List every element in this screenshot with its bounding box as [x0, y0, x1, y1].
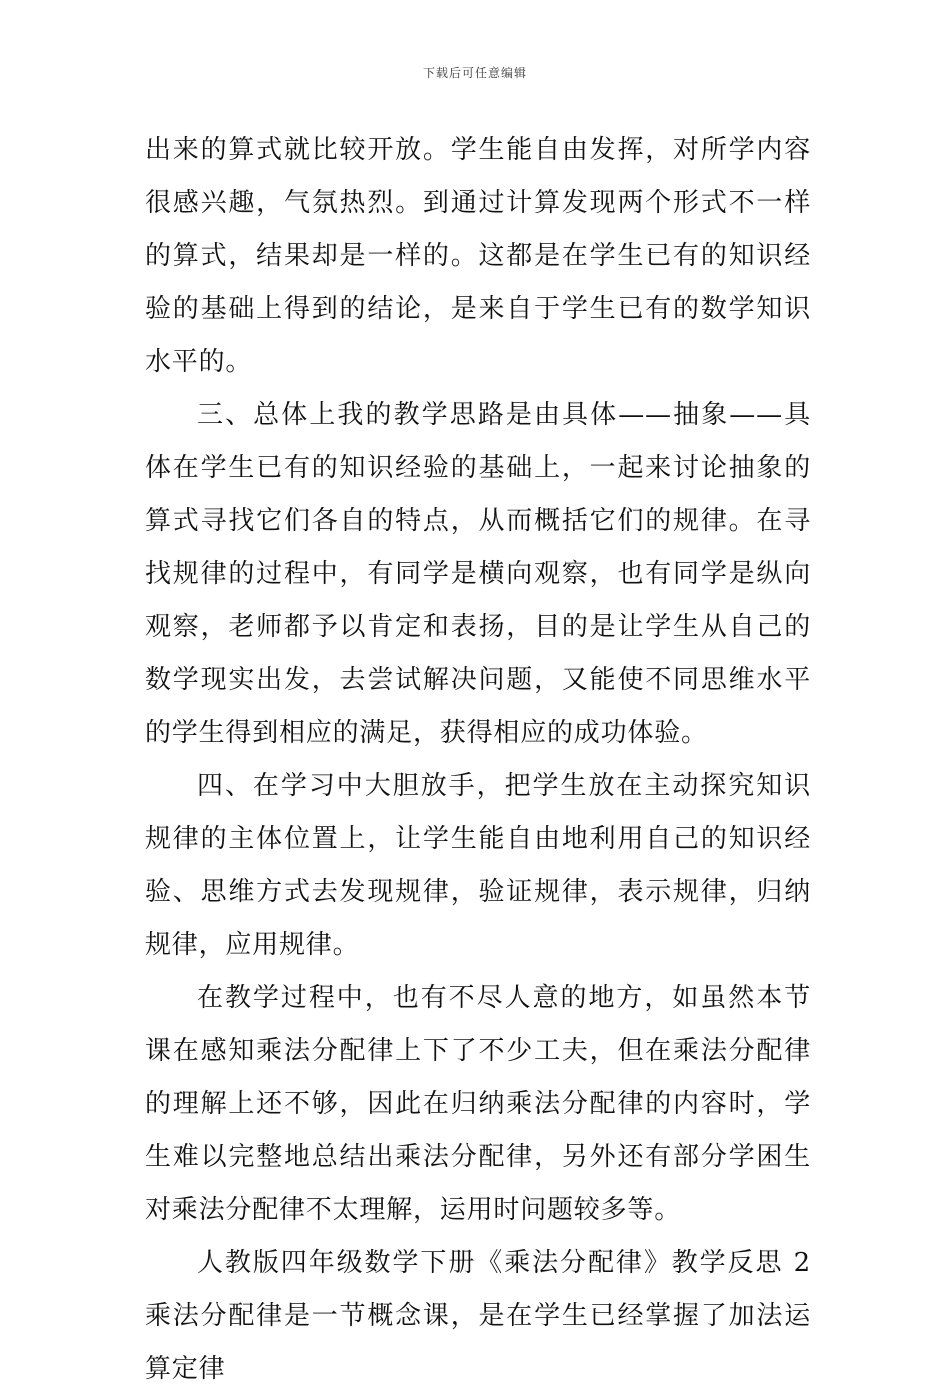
document-body	[145, 124, 811, 1396]
paragraph-1: 出来的算式就比较开放。学生能自由发挥，对所学内容很感兴趣，气氛热烈。到通过计算发现两个形式不一样的算式，结果却是一样的。这都是在学生已有的知识经验的基础上得到的结论，是来自于学生已有的数学知识水平的。	[145, 135, 811, 377]
paragraph-5: 人教版四年级数学下册《乘法分配律》教学反思 2 乘法分配律是一节概念课，是在学生已经掌握了加法运算定律	[145, 1248, 811, 1384]
paragraph-4: 在教学过程中，也有不尽人意的地方，如虽然本节课在感知乘法分配律上下了不少工夫，但在乘法分配律的理解上还不够，因此在归纳乘法分配律的内容时，学生难以完整地总结出乘法分配律，另外还有部分学困生对乘法分配律不太理解，运用时问题较多等。	[145, 983, 811, 1225]
page-header: 下载后可任意编辑	[422, 66, 527, 80]
paragraph-2: 三、总体上我的教学思路是由具体——抽象——具体在学生已有的知识经验的基础上，一起来讨论抽象的算式寻找它们各自的特点，从而概括它们的规律。在寻找规律的过程中，有同学是横向观察，也有同学是纵向观察，老师都予以肯定和表扬，目的是让学生从自己的数学现实出发，去尝试解决问题，又能使不同思维水平的学生得到相应的满足，获得相应的成功体验。	[145, 400, 811, 748]
paragraph-3: 四、在学习中大胆放手，把学生放在主动探究知识规律的主体位置上，让学生能自由地利用自己的知识经验、思维方式去发现规律，验证规律，表示规律，归纳规律，应用规律。	[145, 771, 811, 960]
